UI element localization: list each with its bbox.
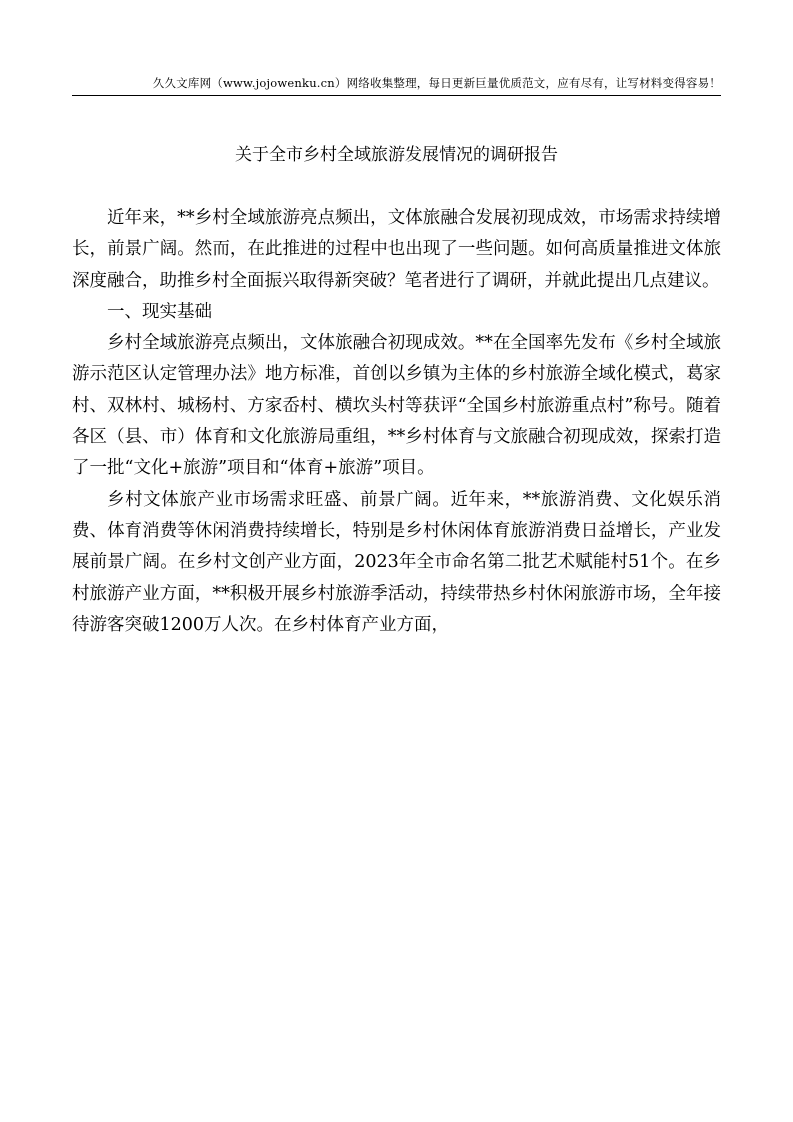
page-header bbox=[72, 66, 721, 96]
document-title: 关于全市乡村全域旅游发展情况的调研报告 bbox=[235, 145, 558, 165]
header-text: 久久文库网（www.jojowenku.cn）网络收集整理，每日更新巨量优质范文，应有尽有，让写材料变得容易！ bbox=[152, 76, 721, 90]
paragraph-tourism-highlights: 乡村全域旅游亮点频出，文体旅融合初现成效。**在全国率先发布《乡村全域旅游示范区认定管理办法》地方标准，首创以乡镇为主体的乡村旅游全域化模式，葛家村、双林村、城杨村、方家岙村、横坎头村等获评“全国乡村旅游重点村”称号。随着各区（县、市）体育和文化旅游局重组，**乡村体育与文旅融合初现成效，探索打造了一批“文化+旅游”项目和“体育+旅游”项目。 bbox=[72, 333, 721, 479]
document-body bbox=[72, 203, 721, 641]
section-heading-1: 一、现实基础 bbox=[107, 301, 212, 322]
paragraph-intro: 近年来，**乡村全域旅游亮点频出，文体旅融合发展初现成效，市场需求持续增长，前景广阔。然而，在此推进的过程中也出现了一些问题。如何高质量推进文体旅深度融合，助推乡村全面振兴取得新突破？笔者进行了调研，并就此提出几点建议。 bbox=[72, 208, 721, 291]
paragraph-market-demand: 乡村文体旅产业市场需求旺盛、前景广阔。近年来，**旅游消费、文化娱乐消费、体育消费等休闲消费持续增长，特别是乡村休闲体育旅游消费日益增长，产业发展前景广阔。在乡村文创产业方面，2023年全市命名第二批艺术赋能村51个。在乡村旅游产业方面，**积极开展乡村旅游季活动，持续带热乡村休闲旅游市场，全年接待游客突破1200万人次。在乡村体育产业方面， bbox=[72, 489, 721, 635]
